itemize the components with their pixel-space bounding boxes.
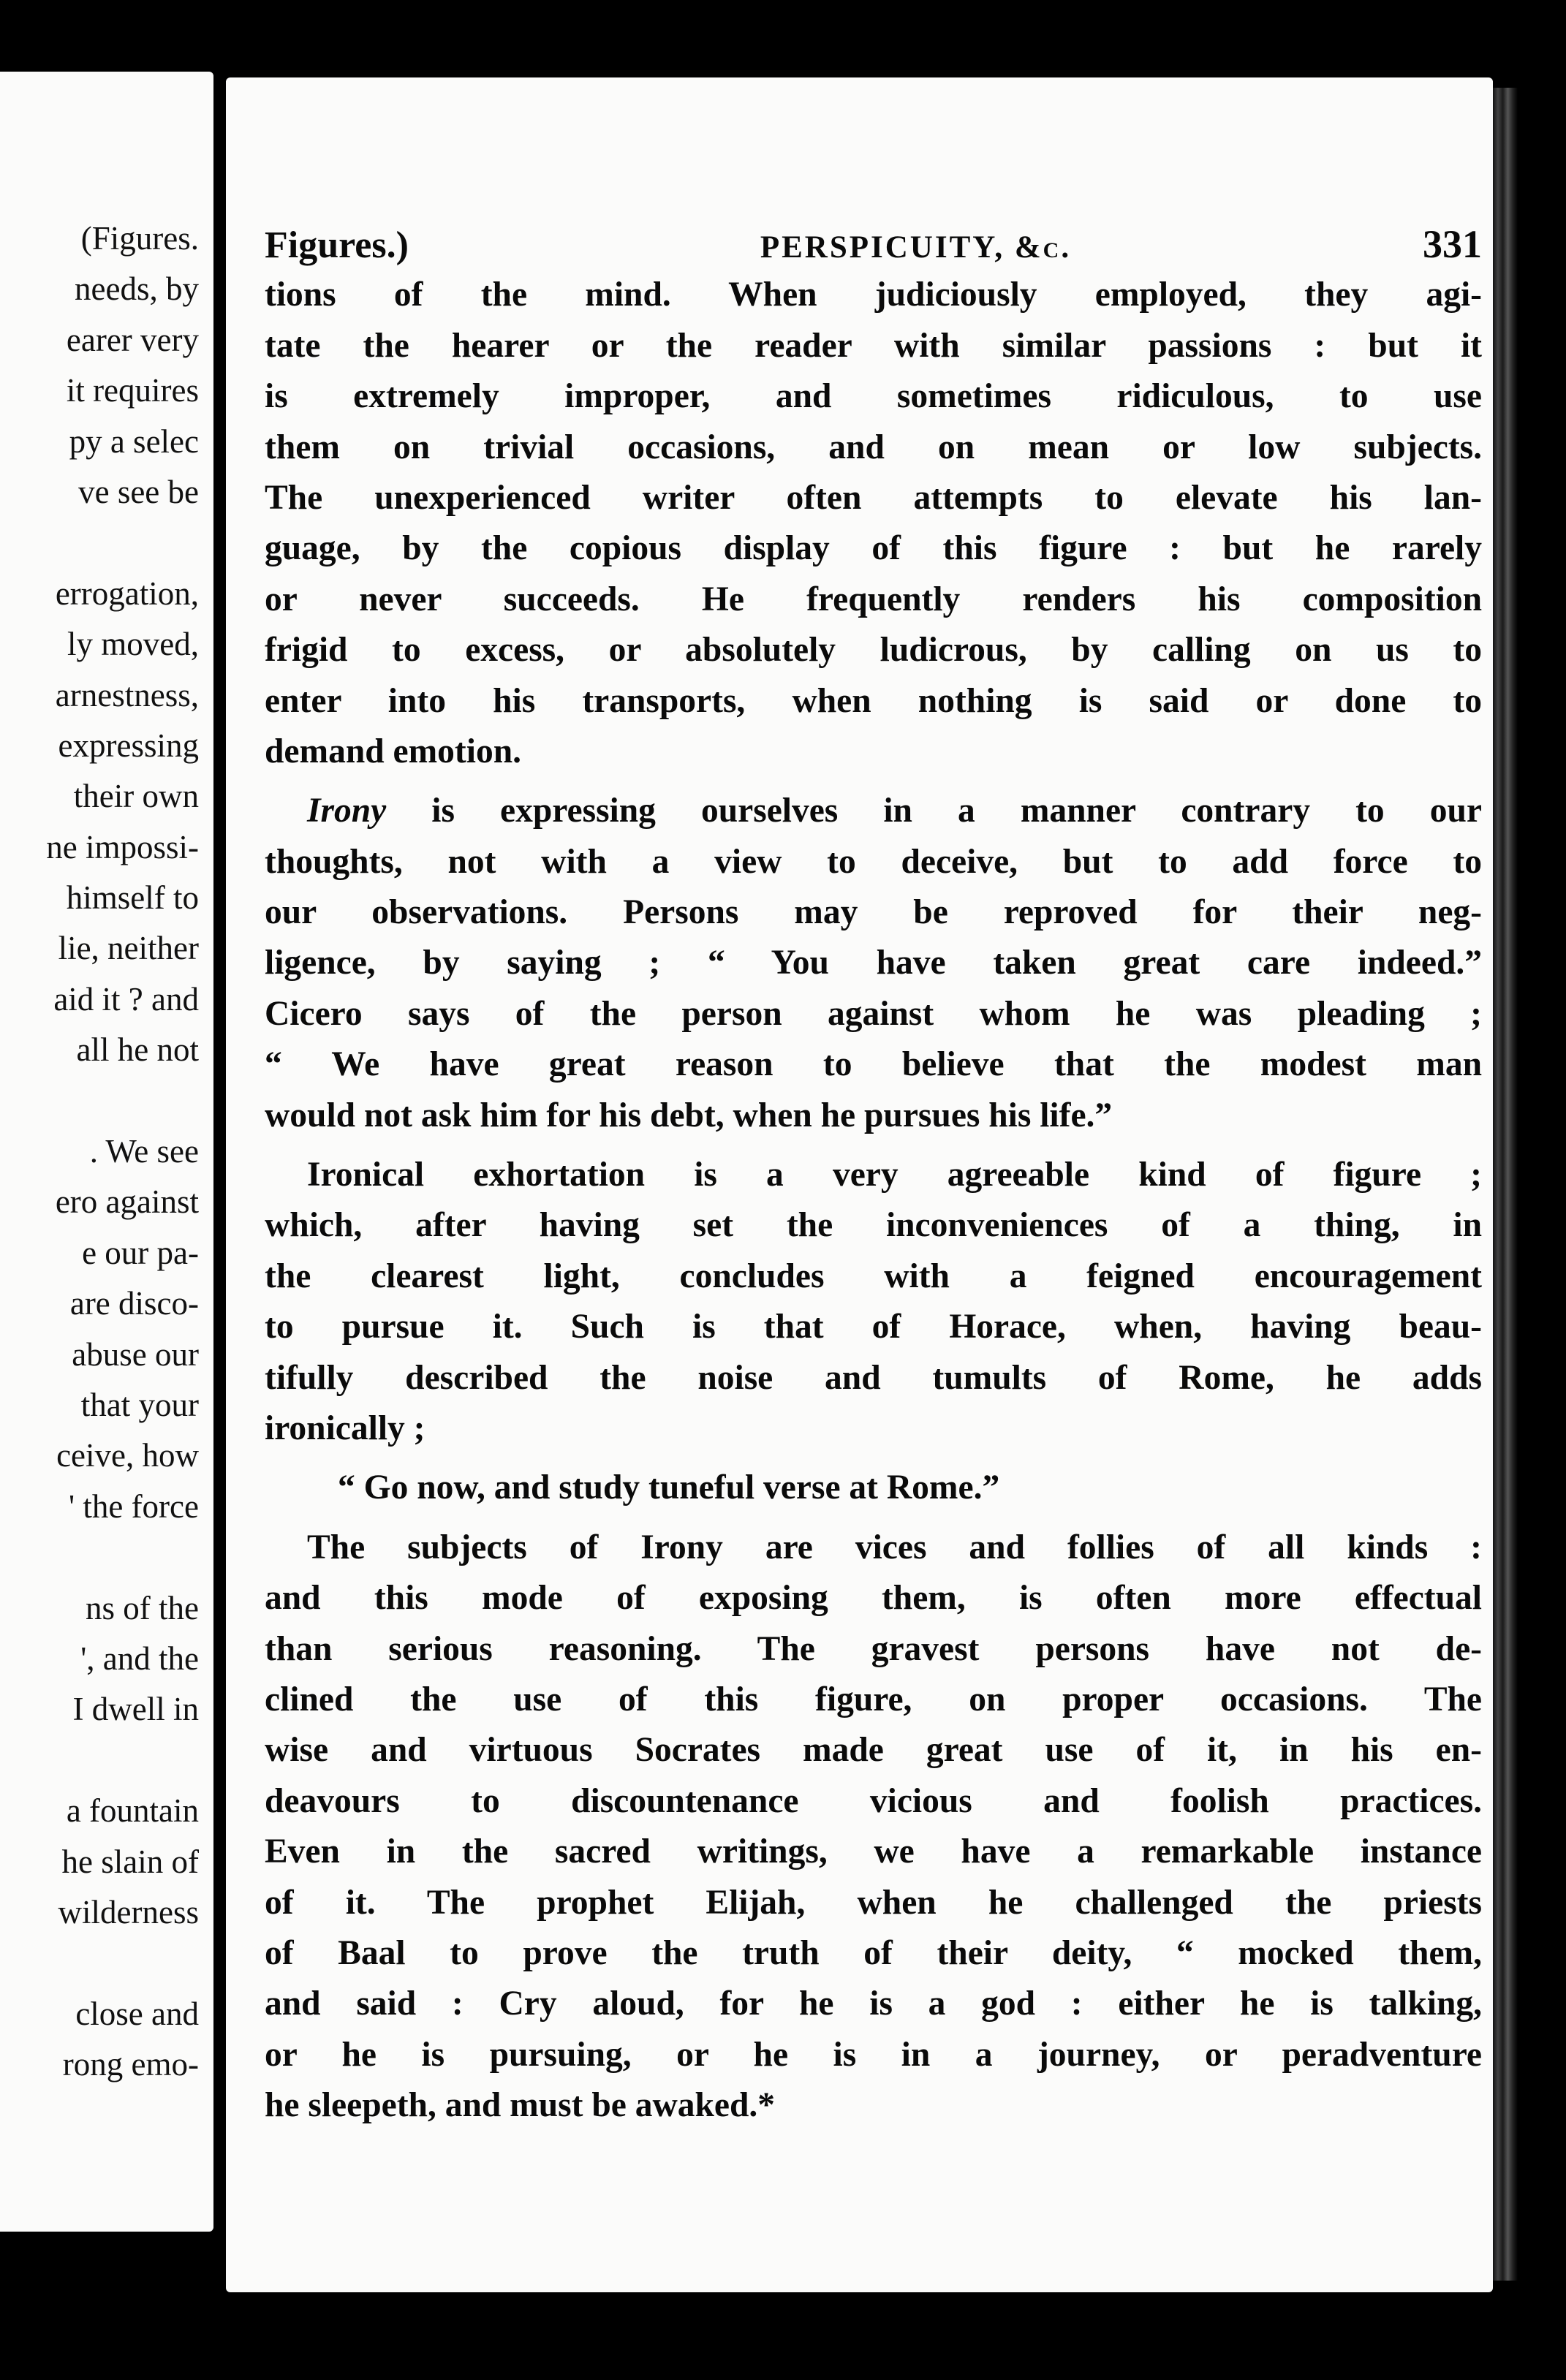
text-line: is extremely improper, and sometimes ridiculous, to use	[265, 377, 1482, 416]
text-line: them on trivial occasions, and on mean or low subjects.	[265, 428, 1482, 466]
left-text-line	[0, 1076, 199, 1126]
page-text	[265, 219, 1482, 2131]
left-text-line: needs, by	[75, 270, 199, 308]
text-line: demand emotion.	[265, 732, 521, 770]
left-text-line: expressing	[58, 727, 199, 764]
text-line: The unexperienced writer often attempts to elevate his lan-	[265, 478, 1482, 517]
left-text-line: I dwell in	[72, 1691, 199, 1728]
left-page	[0, 72, 213, 2232]
left-text-line: ', and the	[80, 1640, 199, 1677]
left-text-line: lie, neither	[58, 930, 199, 967]
text-line: which, after having set the inconveniences of a thing, in	[265, 1206, 1482, 1245]
left-text-line: py a selec	[69, 422, 199, 460]
text-line: frigid to excess, or absolutely ludicrous, by calling on us to	[265, 631, 1482, 670]
text-line: or never succeeds. He frequently renders his composition	[265, 580, 1482, 618]
left-text-line: arnestness,	[55, 676, 199, 713]
text-line: tate the hearer or the reader with similar passions : but it	[265, 326, 1482, 365]
paragraph-4	[265, 1523, 1482, 2131]
text-line: our observations. Persons may be reproved for their neg-	[265, 893, 1482, 932]
running-header	[265, 219, 1482, 270]
text-line: Cicero says of the person against whom he was pleading ;	[265, 994, 1482, 1033]
left-text-line: (Figures.	[80, 220, 199, 257]
text-line: would not ask him for his debt, when he pursues his life.”	[265, 1096, 1113, 1134]
verse-quotation: “ Go now, and study tuneful verse at Rome.”	[338, 1468, 1000, 1507]
left-text-line: abuse our	[72, 1335, 199, 1373]
left-text-line	[0, 518, 199, 568]
left-text-line: e our pa-	[82, 1234, 199, 1271]
left-text-line	[0, 1532, 199, 1583]
left-text-line: ' the force	[68, 1488, 199, 1525]
text-line: or he is pursuing, or he is in a journey, or peradventure	[265, 2035, 1482, 2074]
paragraph-1	[265, 270, 1482, 777]
text-line: the clearest light, concludes with a feigned encouragement	[265, 1257, 1482, 1295]
page-edge	[1493, 88, 1518, 2281]
left-text-line: are disco-	[69, 1285, 199, 1322]
text-line: and this mode of exposing them, is often more effectual	[265, 1579, 1482, 1618]
left-text-line: aid it ? and	[53, 980, 199, 1017]
left-text-line: ve see be	[78, 473, 199, 510]
text-line: clined the use of this figure, on proper occasions. The	[265, 1680, 1482, 1718]
right-page	[226, 77, 1493, 2292]
text-line: thoughts, not with a view to deceive, but to add force to	[265, 842, 1482, 881]
left-text-line: all he not	[76, 1031, 199, 1069]
left-text-line	[0, 1735, 199, 1786]
text-line: of Baal to prove the truth of their deity, “ mocked them,	[265, 1933, 1482, 1972]
left-text-line: ly moved,	[67, 626, 199, 663]
left-text-line: their own	[73, 778, 199, 815]
text-line: tifully described the noise and tumults of Rome, he adds	[265, 1358, 1482, 1397]
left-text-line: rong emo-	[62, 2046, 199, 2083]
left-text-line: ceive, how	[56, 1437, 199, 1474]
paragraph-3	[265, 1150, 1482, 1454]
text-line: enter into his transports, when nothing is said or done to	[265, 681, 1482, 720]
header-section: Figures.)	[265, 224, 409, 266]
header-title: PERSPICUITY, &c.	[760, 230, 1072, 265]
text-line: Irony is expressing ourselves in a manner contrary to our	[307, 792, 1482, 830]
text-line: than serious reasoning. The gravest persons have not de-	[265, 1629, 1482, 1668]
left-page-text	[0, 213, 199, 2090]
left-text-line: wilderness	[58, 1893, 199, 1930]
page-number: 331	[1423, 222, 1482, 266]
text-line: ironically ;	[265, 1409, 425, 1447]
left-text-line: it requires	[66, 372, 199, 409]
text-line: of it. The prophet Elijah, when he challenged the priests	[265, 1883, 1482, 1922]
left-text-line: he slain of	[61, 1843, 199, 1880]
text-line: The subjects of Irony are vices and follies of all kinds :	[307, 1528, 1482, 1566]
text-line: “ We have great reason to believe that the modest man	[265, 1045, 1482, 1084]
left-text-line: himself to	[66, 879, 199, 917]
text-line: deavours to discountenance vicious and foolish practices.	[265, 1781, 1482, 1820]
left-text-line: errogation,	[55, 575, 199, 612]
left-text-line: close and	[75, 1995, 199, 2032]
left-text-line: . We see	[89, 1133, 199, 1170]
text-line: Even in the sacred writings, we have a remarkable instance	[265, 1833, 1482, 1871]
text-line: to pursue it. Such is that of Horace, when, having beau-	[265, 1308, 1482, 1346]
left-text-line: that your	[80, 1386, 199, 1423]
text-line: tions of the mind. When judiciously employed, they agi-	[265, 276, 1482, 314]
left-text-line	[0, 1938, 199, 1988]
text-line: wise and virtuous Socrates made great use of it, in his en-	[265, 1731, 1482, 1770]
text-line: he sleepeth, and must be awaked.*	[265, 2086, 776, 2125]
left-text-line: ne impossi-	[46, 828, 199, 865]
irony-term: Irony	[307, 792, 387, 830]
text-line: guage, by the copious display of this figure : but he rarely	[265, 529, 1482, 568]
left-text-line: earer very	[66, 321, 199, 358]
text-line: ligence, by saying ; “ You have taken great care indeed.”	[265, 944, 1482, 982]
left-text-line: ns of the	[86, 1589, 199, 1626]
paragraph-2	[265, 786, 1482, 1141]
left-text-line: a fountain	[66, 1792, 199, 1830]
text-line: and said : Cry aloud, for he is a god : either he is talking,	[265, 1985, 1482, 2023]
left-text-line: ero against	[55, 1183, 199, 1221]
text-line: Ironical exhortation is a very agreeable kind of figure ;	[307, 1156, 1482, 1194]
